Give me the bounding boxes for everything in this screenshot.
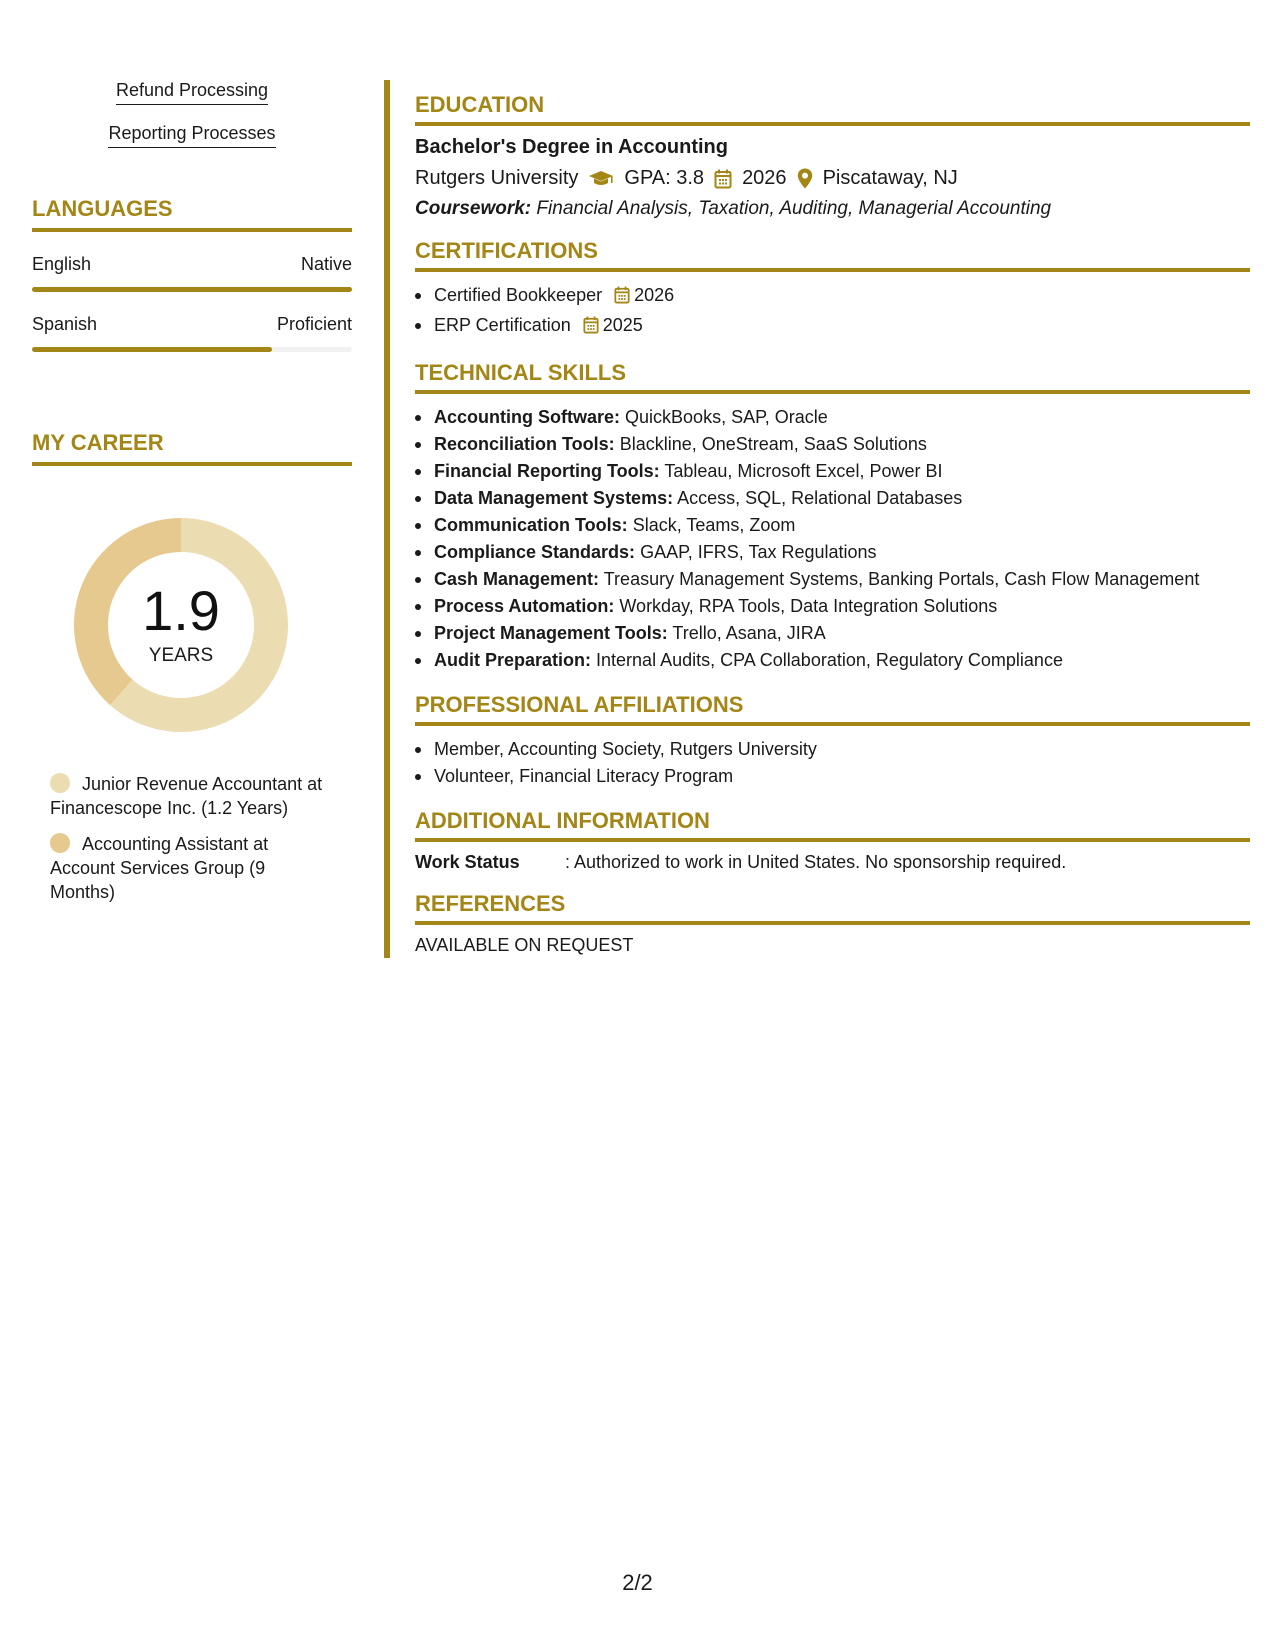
list-item: Volunteer, Financial Literacy Program	[415, 763, 1250, 790]
affiliations-list	[415, 736, 1250, 790]
career-legend-item	[50, 772, 325, 820]
education-details	[415, 167, 1250, 190]
list-item	[415, 458, 1250, 485]
skill-value: Slack, Teams, Zoom	[632, 515, 796, 535]
skill-label: Process Automation:	[434, 596, 615, 616]
career-legend-label: Accounting Assistant at Account Services Group (9 Months)	[50, 834, 269, 902]
gpa: GPA: 3.8	[624, 167, 705, 189]
skill-value: Trello, Asana, JIRA	[672, 623, 826, 643]
certifications-title: CERTIFICATIONS	[415, 238, 1250, 272]
skill-label: Compliance Standards:	[434, 542, 636, 562]
list-item	[415, 539, 1250, 566]
certifications-list	[415, 282, 1250, 342]
education-section	[415, 92, 1250, 220]
certification-year: 2025	[602, 315, 643, 335]
list-item	[415, 485, 1250, 512]
work-status-label: Work Status	[415, 852, 520, 872]
languages-title: LANGUAGES	[32, 196, 352, 232]
legend-dot	[50, 773, 70, 793]
left-column	[32, 80, 352, 916]
work-status-row	[415, 852, 1250, 873]
school-name: Rutgers University	[415, 167, 579, 189]
skill-value: Tableau, Microsoft Excel, Power BI	[664, 461, 943, 481]
degree-name: Bachelor's Degree in Accounting	[415, 136, 728, 158]
list-item	[415, 282, 1250, 312]
skill-value: Internal Audits, CPA Collaboration, Regulatory Compliance	[596, 650, 1063, 670]
language-bar	[32, 287, 352, 292]
list-item	[415, 566, 1250, 593]
skill-value: Workday, RPA Tools, Data Integration Solutions	[619, 596, 998, 616]
calendar-icon	[614, 285, 630, 312]
career-legend-item	[50, 832, 325, 904]
calendar-icon	[714, 169, 732, 189]
references-title: REFERENCES	[415, 891, 1250, 925]
language-bar-fill	[32, 347, 272, 352]
skill-item: Refund Processing	[116, 80, 268, 105]
certification-name: ERP Certification	[434, 315, 571, 335]
graduation-year: 2026	[742, 167, 787, 189]
education-title: EDUCATION	[415, 92, 1250, 126]
certifications-section	[415, 238, 1250, 342]
language-name: Spanish	[32, 314, 98, 334]
skill-label: Data Management Systems:	[434, 488, 674, 508]
career-legend	[50, 772, 352, 904]
references-section	[415, 891, 1250, 956]
certification-name: Certified Bookkeeper	[434, 285, 603, 305]
skill-label: Reconciliation Tools:	[434, 434, 615, 454]
technical-skills-section	[415, 360, 1250, 674]
skill-label: Financial Reporting Tools:	[434, 461, 660, 481]
career-section	[32, 430, 352, 904]
skill-label: Accounting Software:	[434, 407, 621, 427]
skill-value: Access, SQL, Relational Databases	[677, 488, 963, 508]
career-legend-label: Junior Revenue Accountant at Financescope Inc. (1.2 Years)	[50, 774, 323, 818]
skill-value: Treasury Management Systems, Banking Portals, Cash Flow Management	[603, 569, 1200, 589]
right-column	[415, 92, 1250, 974]
school-location: Piscataway, NJ	[822, 167, 958, 189]
calendar-icon	[583, 315, 599, 342]
list-item	[415, 431, 1250, 458]
skill-value: Blackline, OneStream, SaaS Solutions	[619, 434, 927, 454]
coursework-label: Coursework:	[415, 198, 532, 219]
list-item	[415, 404, 1250, 431]
list-item	[415, 512, 1250, 539]
technical-skills-title: TECHNICAL SKILLS	[415, 360, 1250, 394]
language-level: Native	[300, 254, 352, 274]
language-item	[32, 314, 352, 352]
language-level: Proficient	[276, 314, 352, 334]
affiliations-section	[415, 692, 1250, 790]
work-status-value: : Authorized to work in United States. No sponsorship required.	[565, 852, 1067, 872]
career-donut-chart	[66, 510, 296, 740]
skill-label: Communication Tools:	[434, 515, 628, 535]
column-divider	[384, 80, 390, 958]
page-number: 2/2	[622, 1570, 653, 1595]
list-item	[415, 620, 1250, 647]
additional-info-title: ADDITIONAL INFORMATION	[415, 808, 1250, 842]
legend-dot	[50, 833, 70, 853]
references-text: AVAILABLE ON REQUEST	[415, 935, 634, 955]
career-total-unit: YEARS	[148, 645, 214, 666]
skill-item: Reporting Processes	[108, 123, 275, 148]
skill-label: Project Management Tools:	[434, 623, 668, 643]
skills-list	[32, 80, 352, 166]
language-bar	[32, 347, 352, 352]
career-total-value: 1.9	[142, 579, 220, 642]
languages-section	[32, 196, 352, 352]
list-item: Member, Accounting Society, Rutgers University	[415, 736, 1250, 763]
language-item	[32, 254, 352, 292]
skill-label: Cash Management:	[434, 569, 600, 589]
list-item	[415, 312, 1250, 342]
additional-info-section	[415, 808, 1250, 873]
graduation-cap-icon	[588, 170, 614, 188]
coursework-list: Financial Analysis, Taxation, Auditing, Managerial Accounting	[536, 198, 1052, 219]
technical-skills-list	[415, 404, 1250, 674]
certification-year: 2026	[634, 285, 675, 305]
skill-label: Audit Preparation:	[434, 650, 592, 670]
location-pin-icon	[797, 168, 813, 189]
language-bar-fill	[32, 287, 352, 292]
career-title: MY CAREER	[32, 430, 352, 466]
language-name: English	[32, 254, 92, 274]
coursework	[415, 198, 1250, 220]
skill-value: QuickBooks, SAP, Oracle	[625, 407, 828, 427]
affiliations-title: PROFESSIONAL AFFILIATIONS	[415, 692, 1250, 726]
list-item	[415, 593, 1250, 620]
list-item	[415, 647, 1250, 674]
skill-value: GAAP, IFRS, Tax Regulations	[640, 542, 877, 562]
